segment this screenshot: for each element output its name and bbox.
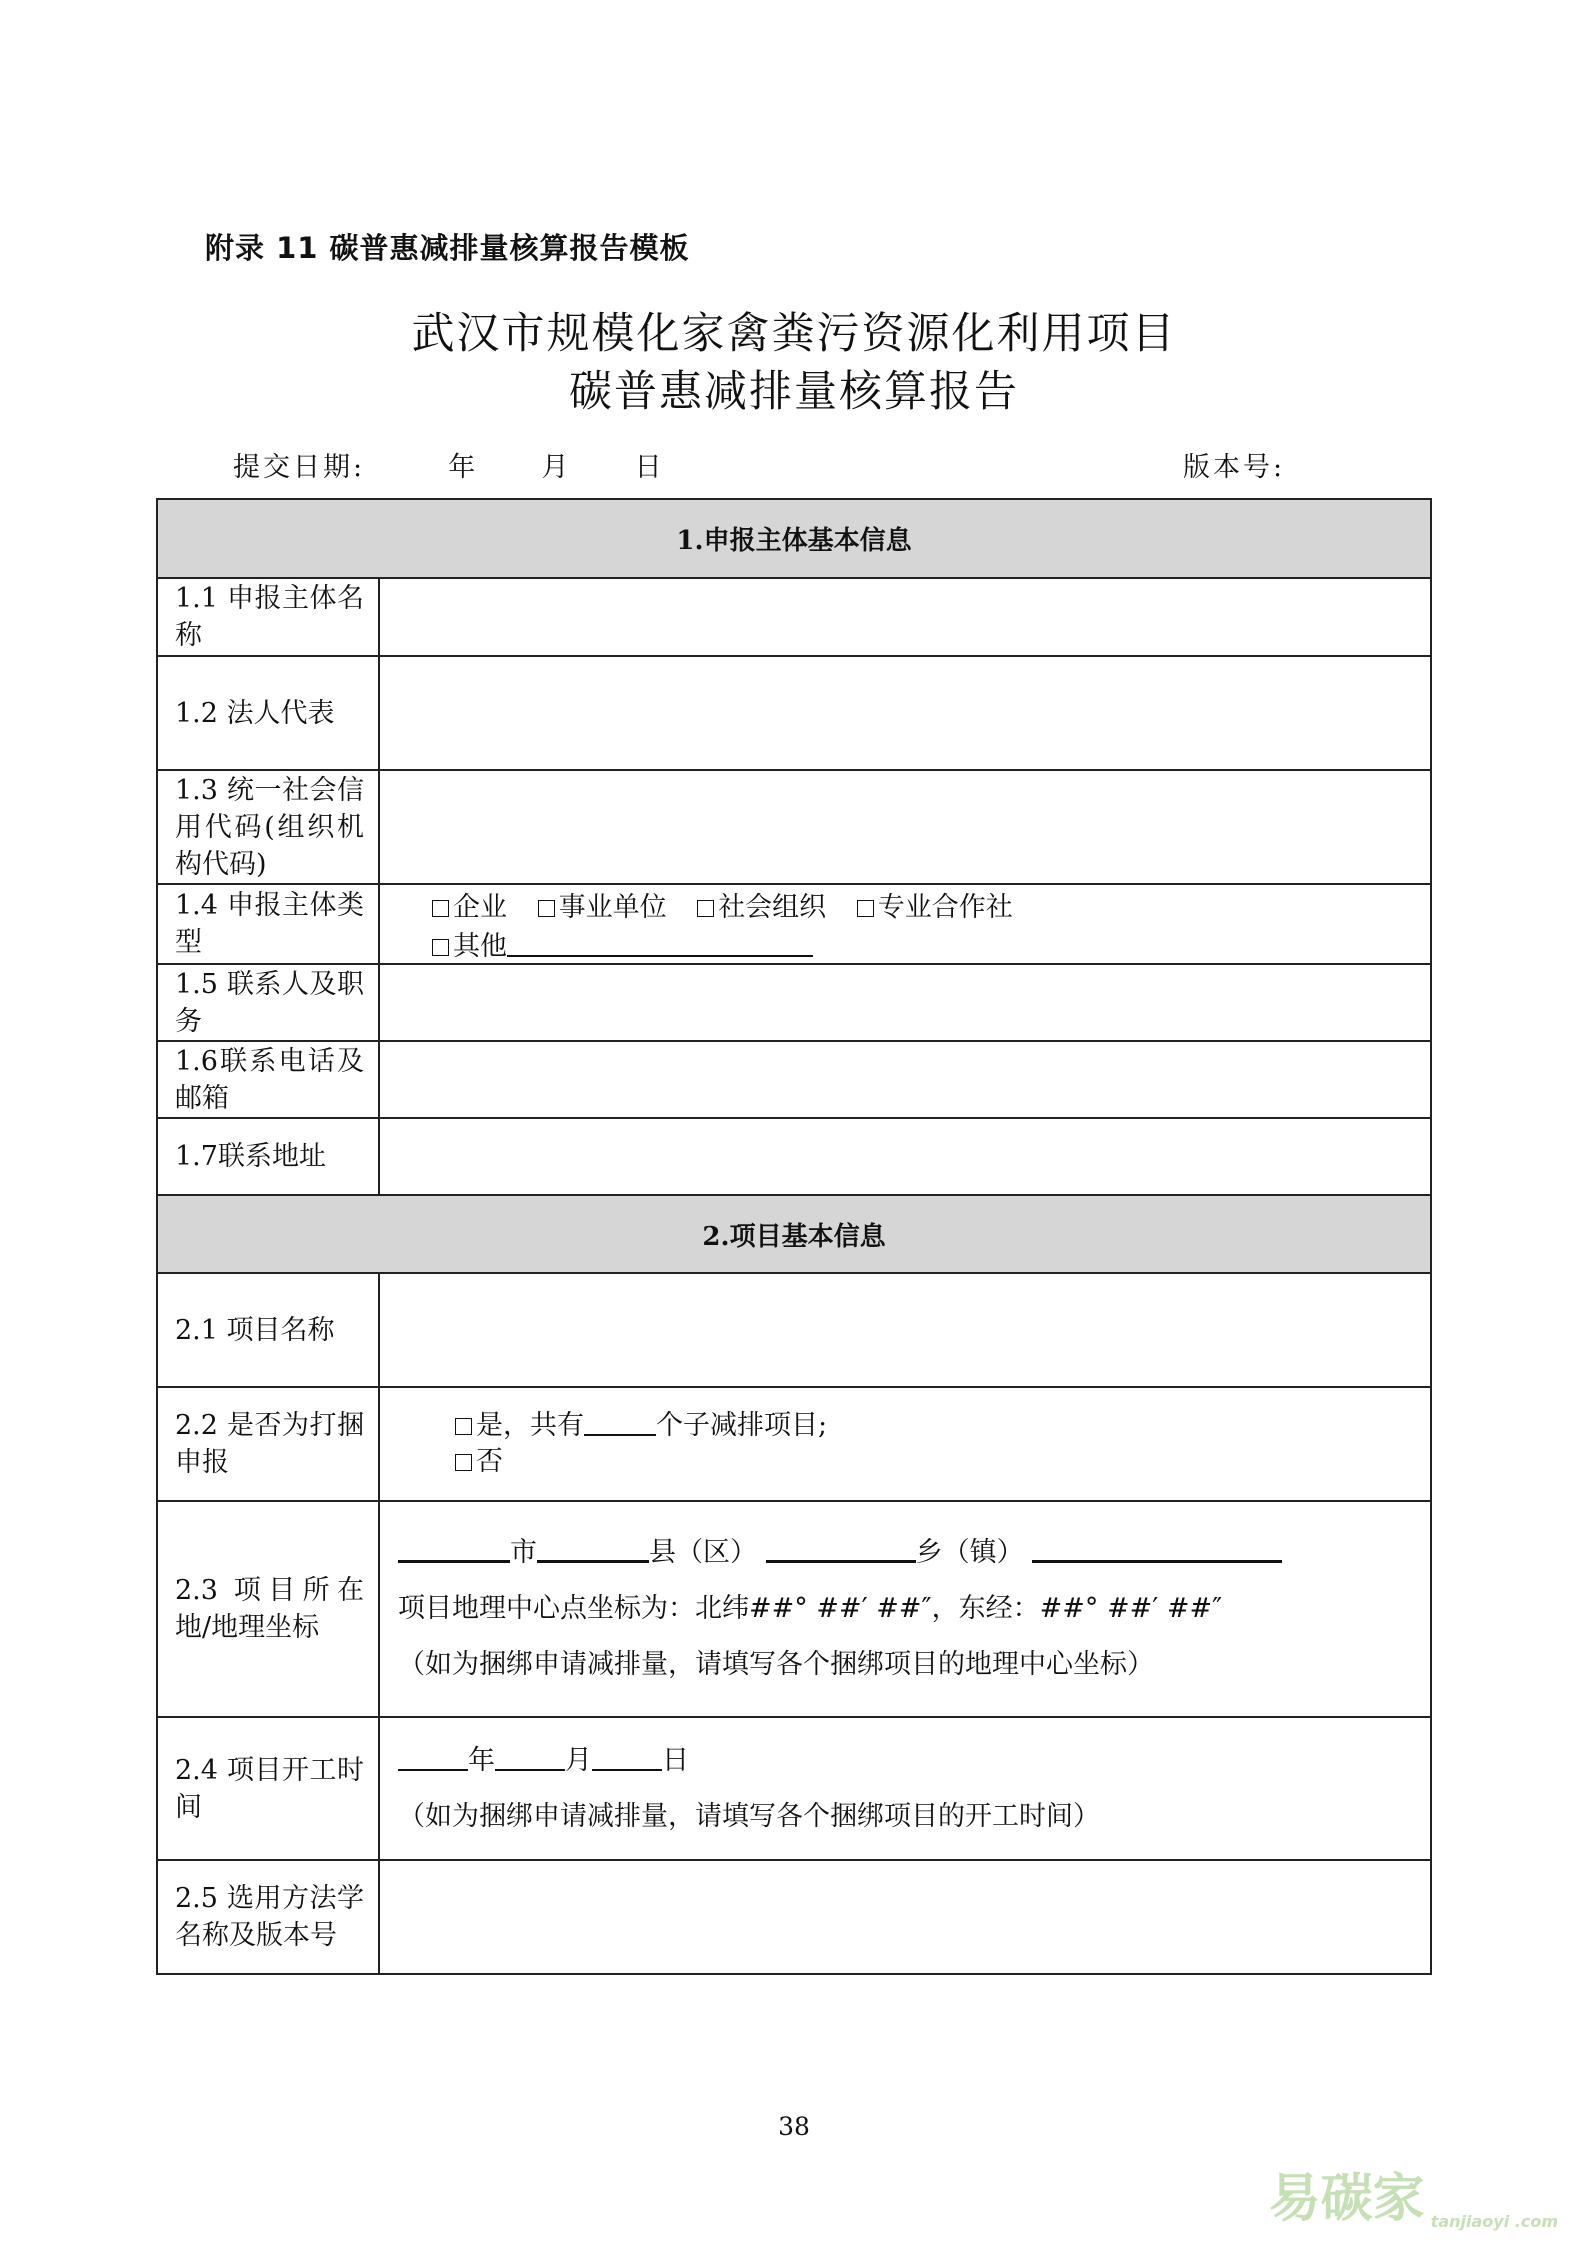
contact-address-label: 1.7联系地址 <box>157 1118 379 1195</box>
form-row-start-time <box>157 1717 1431 1860</box>
legal-rep-field[interactable] <box>379 656 1431 770</box>
checkbox-icon[interactable] <box>455 1454 472 1471</box>
start-day-blank[interactable] <box>592 1745 662 1771</box>
city-blank[interactable] <box>398 1536 510 1563</box>
bundle-option-yes[interactable]: 是，共有 个子减排项目; <box>455 1408 1412 1444</box>
entity-name-label: 1.1 申报主体名称 <box>157 578 379 656</box>
contact-phone-label: 1.6联系电话及邮箱 <box>157 1041 379 1118</box>
form-row-entity-name <box>157 578 1431 656</box>
start-date-line: 年 月 日 <box>398 1733 1412 1789</box>
report-title-line1: 武汉市规模化家禽粪污资源化利用项目 <box>411 309 1177 359</box>
start-month-blank[interactable] <box>495 1745 565 1771</box>
submit-month-label: 月 <box>541 452 572 483</box>
location-label: 2.3 项目所在地/地理坐标 <box>157 1501 379 1717</box>
form-row-credit-code <box>157 770 1431 884</box>
methodology-field[interactable] <box>379 1860 1431 1974</box>
sub-project-count-blank[interactable] <box>584 1410 656 1436</box>
location-note: （如为捆绑申请减排量，请填写各个捆绑项目的地理中心坐标） <box>398 1649 1154 1680</box>
section1-title: 1.申报主体基本信息 <box>157 499 1431 578</box>
section-header-2 <box>157 1195 1431 1273</box>
form-row-contact-phone <box>157 1041 1431 1118</box>
checkbox-icon[interactable] <box>538 900 555 917</box>
watermark-main: 易碳家 <box>1268 2169 1425 2229</box>
methodology-label: 2.5 选用方法学名称及版本号 <box>157 1860 379 1974</box>
entity-type-label: 1.4 申报主体类型 <box>157 884 379 964</box>
start-time-label: 2.4 项目开工时间 <box>157 1717 379 1860</box>
credit-code-field[interactable] <box>379 770 1431 884</box>
submit-day-label: 日 <box>634 452 665 483</box>
entity-type-option-other[interactable]: 其他 <box>432 924 813 963</box>
legal-rep-label: 1.2 法人代表 <box>157 656 379 770</box>
other-type-blank[interactable] <box>507 931 813 957</box>
entity-type-option-cooperative[interactable]: 专业合作社 <box>857 885 1013 924</box>
form-row-contact-person <box>157 964 1431 1041</box>
credit-code-label: 1.3 统一社会信用代码(组织机构代码) <box>157 770 379 884</box>
form-row-project-name <box>157 1273 1431 1387</box>
form-row-contact-address <box>157 1118 1431 1195</box>
contact-person-field[interactable] <box>379 964 1431 1041</box>
checkbox-icon[interactable] <box>455 1418 472 1435</box>
county-blank[interactable] <box>537 1536 649 1563</box>
submit-year-label: 年 <box>448 452 479 483</box>
start-year-blank[interactable] <box>398 1745 468 1771</box>
submit-date-label: 提交日期: <box>233 452 366 483</box>
page-number: 38 <box>778 2112 810 2141</box>
watermark-logo <box>1269 2156 1558 2231</box>
project-name-field[interactable] <box>379 1273 1431 1387</box>
section2-title: 2.项目基本信息 <box>157 1195 1431 1273</box>
contact-address-field[interactable] <box>379 1118 1431 1195</box>
project-name-label: 2.1 项目名称 <box>157 1273 379 1387</box>
start-time-note: （如为捆绑申请减排量，请填写各个捆绑项目的开工时间） <box>398 1800 1100 1832</box>
entity-name-field[interactable] <box>379 578 1431 656</box>
checkbox-icon[interactable] <box>432 900 449 917</box>
entity-type-option-enterprise[interactable]: 企业 <box>432 885 507 924</box>
entity-type-option-institution[interactable]: 事业单位 <box>538 885 667 924</box>
start-time-fields <box>379 1717 1431 1860</box>
appendix-heading: 附录 11 碳普惠减排量核算报告模板 <box>205 231 690 265</box>
checkbox-icon[interactable] <box>857 900 874 917</box>
form-row-entity-type <box>157 884 1431 964</box>
section-header-1 <box>157 499 1431 578</box>
form-row-location <box>157 1501 1431 1717</box>
contact-phone-field[interactable] <box>379 1041 1431 1118</box>
form-row-methodology <box>157 1860 1431 1974</box>
entity-type-option-social-org[interactable]: 社会组织 <box>697 885 826 924</box>
bundle-label: 2.2 是否为打捆申报 <box>157 1387 379 1501</box>
checkbox-icon[interactable] <box>697 900 714 917</box>
location-coords: 项目地理中心点坐标为：北纬##° ##′ ##″，东经：##° ##′ ##″ <box>398 1593 1223 1624</box>
version-label: 版本号: <box>1183 452 1286 483</box>
location-address-line: 市 县（区） 乡（镇） <box>398 1525 1412 1581</box>
contact-person-label: 1.5 联系人及职务 <box>157 964 379 1041</box>
town-blank[interactable] <box>766 1536 916 1563</box>
location-fields <box>379 1501 1431 1717</box>
bundle-option-no[interactable]: 否 <box>455 1444 1412 1480</box>
entity-type-options <box>379 884 1431 964</box>
form-row-bundle <box>157 1387 1431 1501</box>
report-title-line2: 碳普惠减排量核算报告 <box>569 367 1019 417</box>
watermark-sub: tanjiaoyi .com <box>1430 2212 1558 2231</box>
submit-date <box>233 445 665 484</box>
checkbox-icon[interactable] <box>432 939 449 956</box>
village-blank[interactable] <box>1032 1536 1282 1563</box>
form-row-legal-rep <box>157 656 1431 770</box>
bundle-options <box>379 1387 1431 1501</box>
report-form-table <box>156 498 1432 1975</box>
